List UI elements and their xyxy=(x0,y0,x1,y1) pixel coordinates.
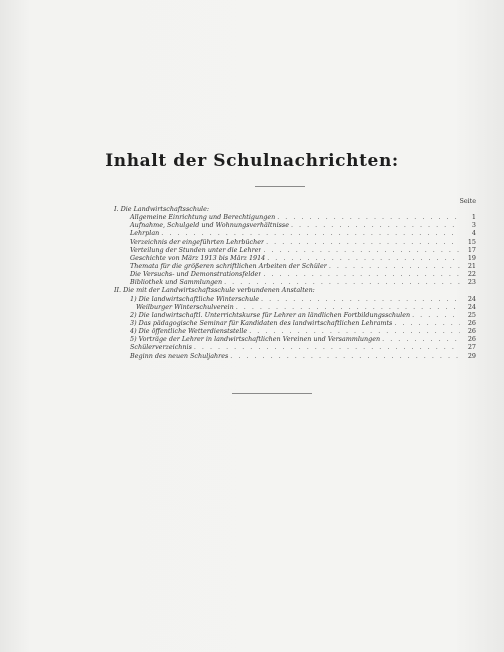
toc-entry xyxy=(114,229,476,237)
toc-leader-dots xyxy=(259,295,460,303)
toc-entry xyxy=(114,254,476,262)
toc-section-heading xyxy=(114,205,476,213)
toc-leader-dots xyxy=(289,221,460,229)
title-divider xyxy=(255,186,305,187)
toc-entry-label: II. Die mit der Landwirtschaftsschule verbundenen Anstalten: xyxy=(114,286,315,295)
toc-leader-dots xyxy=(380,335,460,343)
toc-entry xyxy=(114,295,476,303)
toc-entry-page: 19 xyxy=(467,253,476,262)
toc-entry xyxy=(114,327,476,335)
toc-leader-dots xyxy=(327,262,460,270)
toc-entry xyxy=(114,352,476,360)
toc-leader-dots xyxy=(222,278,460,286)
toc-entry-label: Weilburger Winterschulverein xyxy=(136,302,234,311)
toc-leader-dots xyxy=(247,327,460,335)
toc-entry-label: I. Die Landwirtschaftsschule: xyxy=(114,205,210,213)
toc-entry-label: 2) Die landwirtschaftl. Unterrichtskurse für Lehrer an ländlichen Fortbildungsschulen xyxy=(130,310,411,319)
toc-entry-label: Aufnahme, Schulgeld und Wohnungsverhältnisse xyxy=(130,221,289,230)
toc-entry xyxy=(114,311,476,319)
toc-entry xyxy=(114,262,476,270)
toc-entry-label: Verzeichnis der eingeführten Lehrbücher xyxy=(130,237,265,246)
toc-entry xyxy=(114,270,476,278)
toc-entry-label: Schülerverzeichnis xyxy=(130,343,192,352)
toc-entry-page: 3 xyxy=(471,221,476,230)
toc-entry xyxy=(114,319,476,327)
toc-entry-label: Bibliothek und Sammlungen xyxy=(130,278,223,287)
toc-entry-page xyxy=(460,286,476,294)
toc-entry-label: 1) Die landwirtschaftliche Winterschule xyxy=(130,294,260,303)
table-of-contents xyxy=(114,199,476,360)
toc-entry xyxy=(114,221,476,229)
toc-leader-dots xyxy=(159,229,460,237)
toc-section-heading xyxy=(114,286,476,294)
toc-entry-page: 1 xyxy=(471,213,476,222)
toc-leader-dots xyxy=(228,352,460,360)
toc-entry xyxy=(114,213,476,221)
toc-entry xyxy=(114,278,476,286)
toc-leader-dots xyxy=(192,343,460,351)
toc-entry-page: 21 xyxy=(467,261,476,270)
toc-entry xyxy=(114,343,476,351)
toc-entry-page: 4 xyxy=(471,229,476,238)
toc-entry-page: 25 xyxy=(467,310,476,319)
toc-entry-label: Beginn des neuen Schuljahres xyxy=(130,351,229,360)
toc-leader-dots xyxy=(261,246,460,254)
toc-leader-dots xyxy=(265,254,460,262)
toc-entry-label: Lehrplan xyxy=(130,229,160,238)
toc-leader-dots xyxy=(234,303,460,311)
toc-entry-label: 5) Vorträge der Lehrer in landwirtschaftlichen Vereinen und Versammlungen xyxy=(130,335,381,344)
toc-entry-page: 15 xyxy=(467,237,476,246)
toc-leader-dots xyxy=(264,238,460,246)
toc-entry xyxy=(114,246,476,254)
toc-entry-page: 22 xyxy=(467,270,476,279)
toc-entry-page: 26 xyxy=(467,327,476,336)
toc-entry-label: Themata für die größeren schriftlichen Arbeiten der Schüler xyxy=(130,261,327,270)
toc-entry-label: 3) Das pädagogische Seminar für Kandidaten des landwirtschaftlichen Lehramts xyxy=(130,318,393,327)
closing-divider xyxy=(232,393,312,394)
toc-leader-dots xyxy=(392,319,460,327)
toc-entry-label: 4) Die öffentliche Wetterdienststelle xyxy=(130,327,248,336)
toc-entry-page: 26 xyxy=(467,335,476,344)
toc-leader-dots xyxy=(275,213,460,221)
toc-leader-dots xyxy=(261,270,460,278)
toc-entry xyxy=(114,238,476,246)
toc-entry-page: 17 xyxy=(467,245,476,254)
toc-entry-label: Die Versuchs- und Demonstrationsfelder xyxy=(130,270,262,279)
seite-column-header: Seite xyxy=(459,197,476,205)
toc-entry-label: Allgemeine Einrichtung und Berechtigungen xyxy=(130,213,276,222)
toc-entry-label: Verteilung der Stunden unter die Lehrer xyxy=(130,245,262,254)
toc-entry-page: 24 xyxy=(467,294,476,303)
page-title: Inhalt der Schulnachrichten: xyxy=(105,151,399,171)
toc-entry xyxy=(114,335,476,343)
toc-entry-page: 23 xyxy=(467,278,476,287)
toc-leader-dots xyxy=(410,311,460,319)
toc-entry xyxy=(114,303,476,311)
toc-entry-page xyxy=(460,205,476,213)
toc-entry-page: 29 xyxy=(467,351,476,360)
toc-entry-label: Geschichte von März 1913 bis März 1914 xyxy=(130,253,266,262)
toc-entry-page: 27 xyxy=(467,343,476,352)
toc-entry-page: 24 xyxy=(467,302,476,311)
toc-entry-page: 26 xyxy=(467,318,476,327)
